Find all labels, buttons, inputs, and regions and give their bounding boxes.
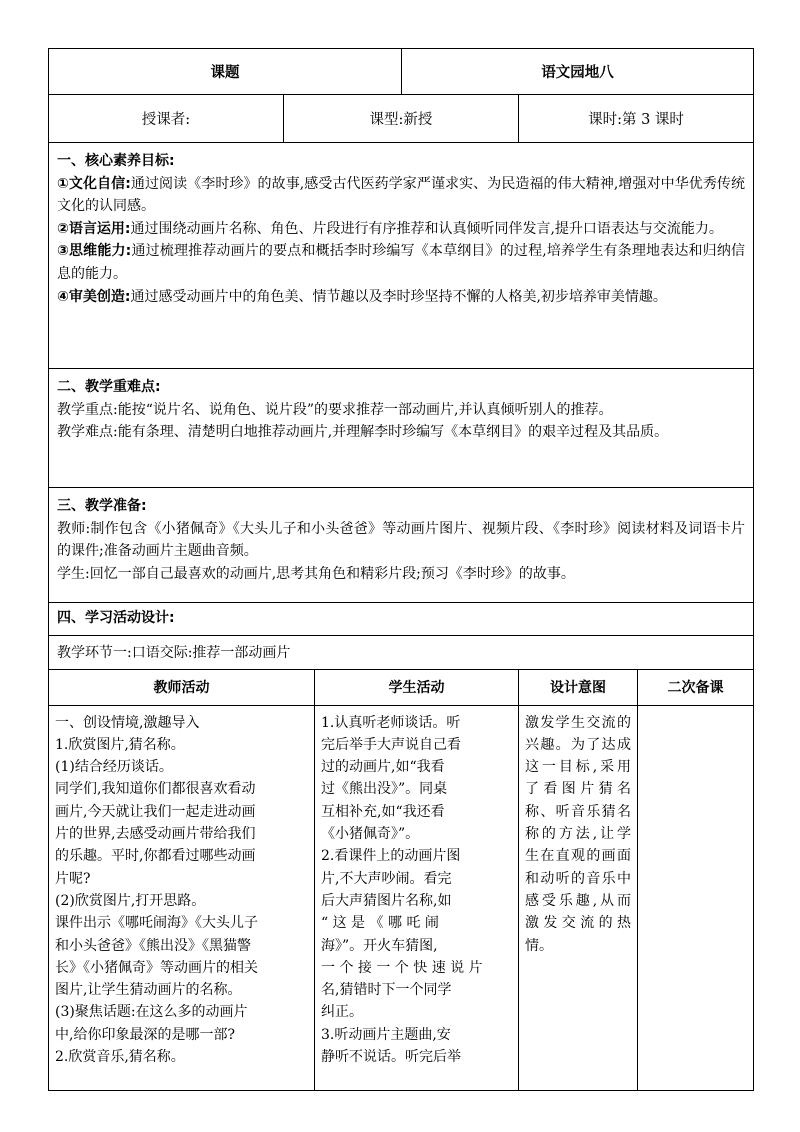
prep-title: 三、教学准备:	[57, 498, 147, 514]
student-line: 1.认真听老师谈话。听	[321, 714, 461, 731]
student-line: 《小猪佩奇》”。	[321, 826, 420, 843]
design-line: 称、听音乐猜名	[525, 803, 631, 820]
teacher-line: 和小头爸爸》《熊出没》《黑猫警	[55, 937, 251, 954]
goals-title: 一、核心素养目标:	[57, 153, 175, 169]
design-line: 感受乐趣,从而	[525, 892, 631, 909]
second-prep-cell	[638, 705, 754, 1090]
teacher-activity-cell	[49, 705, 315, 1090]
lesson-plan-table	[48, 48, 754, 1091]
design-line: 激发学生交流的	[525, 714, 631, 731]
student-line: 海》”。开火车猜图,	[321, 937, 438, 954]
focus-title: 二、教学重难点:	[57, 379, 161, 395]
teacher-line: (3)聚焦话题:在这么多的动画片	[55, 1004, 248, 1021]
student-line: 后大声猜图片名称,如	[321, 892, 452, 909]
activity-section-header	[49, 603, 754, 636]
teacher-line: 课件出示《哪吒闹海》《大头儿子	[55, 915, 258, 932]
design-intent-cell	[519, 705, 638, 1090]
goal-label: ④审美创造:	[57, 288, 131, 305]
design-line: 和动听的音乐中	[525, 870, 631, 887]
student-activity-cell	[315, 705, 519, 1090]
teacher-line: 长》《小猪佩奇》等动画片的相关	[55, 959, 258, 976]
student-line: 静听不说话。听完后举	[321, 1049, 461, 1066]
topic-value: 语文园地八	[402, 49, 754, 95]
teacher-line: 的乐趣。平时,你都看过哪些动画	[55, 848, 256, 865]
column-header-second-prep: 二次备课	[638, 669, 754, 705]
focus-section	[49, 369, 754, 488]
goal-item	[57, 218, 745, 241]
teacher-line: 1.欣赏图片,猜名称。	[55, 736, 185, 753]
student-line: 2.看课件上的动画片图	[321, 848, 461, 865]
goal-text: 通过围绕动画片名称、角色、片段进行有序推荐和认真倾听同伴发言,提升口语表达与交流能力。	[130, 220, 723, 237]
column-header-student: 学生活动	[315, 669, 519, 705]
teacher-line: 图片,让学生猜动画片的名称。	[55, 982, 242, 999]
topic-label: 课题	[49, 49, 402, 95]
design-line: 情。	[525, 937, 553, 954]
difficulty-text: 教学难点:能有条理、清楚明白地推荐动画片,并理解李时珍编写《本草纲目》的艰辛过程及其品质。	[57, 424, 669, 441]
teacher-line: (2)欣赏图片,打开思路。	[55, 892, 206, 909]
teacher-line: 同学们,我知道你们都很喜欢看动	[55, 781, 256, 798]
student-line: 片,不大声吵闹。看完	[321, 870, 452, 887]
teacher-line: 片的世界,去感受动画片带给我们	[55, 826, 256, 843]
goal-text: 通过阅读《李时珍》的故事,感受古代医药学家严谨求实、为民造福的伟大精神,增强对中华优秀传统文化的认同感。	[57, 175, 746, 215]
lesson-period-cell: 课时:第 3 课时	[519, 95, 754, 143]
teacher-line: 片呢?	[55, 870, 91, 887]
student-line: 完后举手大声说自己看	[321, 736, 461, 753]
student-prep-text: 学生:回忆一部自己最喜欢的动画片,思考其角色和精彩片段;预习《李时珍》的故事。	[57, 565, 575, 582]
column-header-teacher: 教师活动	[49, 669, 315, 705]
prep-section	[49, 488, 754, 603]
teacher-line: 画片,今天就让我们一起走进动画	[55, 803, 256, 820]
student-line: 互相补充,如“我还看	[321, 803, 445, 820]
design-line: 生在直观的画面	[525, 848, 631, 865]
student-line: 3.听动画片主题曲,安	[321, 1026, 451, 1043]
key-point-text: 教学重点:能按“说片名、说角色、说片段”的要求推荐一部动画片,并认真倾听别人的推荐。	[57, 401, 613, 418]
teacher-prep-text: 教师:制作包含《小猪佩奇》《大头儿子和小头爸爸》等动画片图片、视频片段、《李时珍》阅读材料及词语卡片的课件;准备动画片主题曲音频。	[57, 520, 745, 560]
teacher-line: (1)结合经历谈话。	[55, 759, 173, 776]
student-line: 过《熊出没》”。同桌	[321, 781, 448, 798]
goal-item	[57, 286, 745, 309]
teacher-line: 一、创设情境,激趣导入	[55, 714, 200, 731]
teacher-name-cell: 授课者:	[49, 95, 284, 143]
student-line: 一 个 接 一 个 快 速 说 片	[321, 959, 483, 976]
lesson-type-cell: 课型:新授	[284, 95, 519, 143]
segment-row: 教学环节一:口语交际:推荐一部动画片	[49, 635, 754, 669]
teacher-line: 中,给你印象最深的是哪一部?	[55, 1026, 235, 1043]
goal-text: 通过梳理推荐动画片的要点和概括李时珍编写《本草纲目》的过程,培养学生有条理地表达和归纳信息的能力。	[57, 243, 745, 282]
design-line: 激发交流的热	[525, 915, 631, 932]
design-line: 了看图片猜名	[525, 781, 631, 798]
goal-item	[57, 173, 745, 218]
goal-item	[57, 240, 745, 285]
design-line: 兴趣。为了达成	[525, 736, 631, 753]
design-line: 称的方法,让学	[525, 826, 631, 843]
teacher-line: 2.欣赏音乐,猜名称。	[55, 1049, 185, 1066]
goal-text: 通过感受动画片中的角色美、情节趣以及李时珍坚持不懈的人格美,初步培养审美情趣。	[130, 288, 667, 305]
design-line: 这一目标,采用	[525, 759, 631, 776]
activity-title: 四、学习活动设计:	[57, 610, 175, 626]
student-line: 纠正。	[321, 1004, 363, 1021]
student-line: 过的动画片,如“我看	[321, 759, 445, 776]
goals-section	[49, 143, 754, 369]
goal-label: ①文化自信:	[57, 175, 131, 192]
goal-label: ③思维能力:	[57, 243, 132, 260]
goal-label: ②语言运用:	[57, 220, 131, 237]
column-header-design: 设计意图	[519, 669, 638, 705]
student-line: “ 这 是 《 哪 吒 闹	[321, 915, 439, 932]
student-line: 名,猜错时下一个同学	[321, 982, 452, 999]
